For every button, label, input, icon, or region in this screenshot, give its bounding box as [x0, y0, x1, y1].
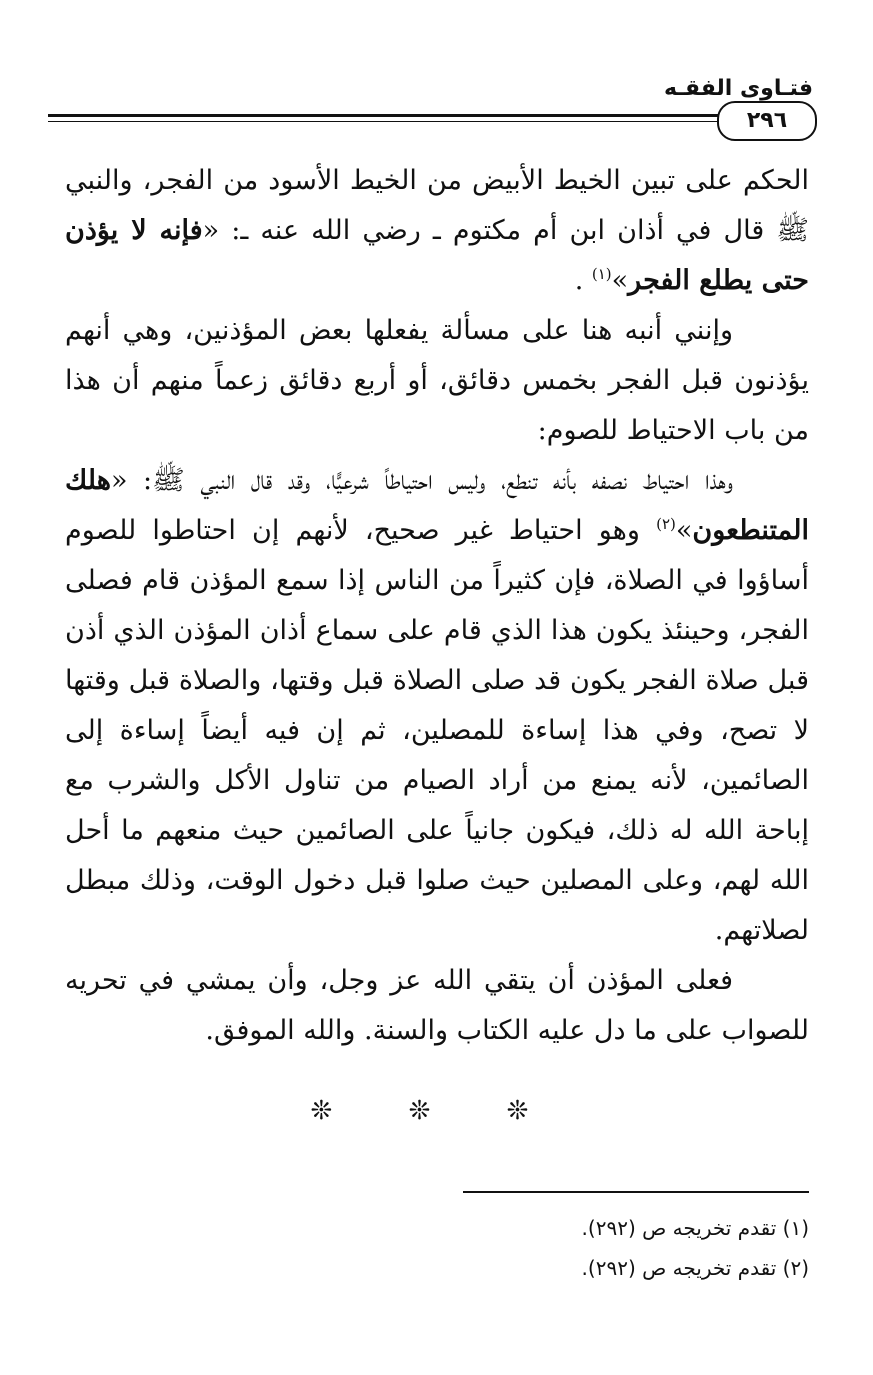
- footnotes: [109, 1208, 809, 1288]
- footnote-ref-1: (١): [591, 265, 612, 283]
- footnote-ref-2: (٢): [656, 515, 676, 533]
- hadith-quote-1: فإنه لا يؤذن حتى يطلع الفجر: [65, 215, 809, 296]
- running-title: فتـاوى الفقـه: [664, 76, 813, 101]
- footnote-1: (١) تقدم تخريجه ص (٢٩٢).: [581, 1216, 809, 1240]
- paragraph-3-text-c: وهو احتياط غير صحيح، لأنهم إن احتاطوا للصوم أساؤوا في الصلاة، فإن كثيراً من الناس إذا سمع المؤذن قام فصلى الفجر، وحينئذ يكون هذا الذي قام على سماع أذان المؤذن الذي أذن قبل صلاة الفجر يكون قد صلى الصلاة قبل وقتها، والصلاة قبل وقتها لا تصح، وفي هذا إساءة للمصلين، ثم إن فيه أيضاً إساءة إلى الصائمين، لأنه يمنع من أراد الصيام من تناول الأكل والشرب مع إباحة الله له ذلك، فيكون جانياً على الصائمين حيث منعهم ما أحل الله لهم، وعلى المصلين حيث صلوا قبل دخول الوقت، وذلك مبطل لصلاتهم.: [65, 515, 809, 946]
- paragraph-2: وإنني أنبه هنا على مسألة يفعلها بعض المؤذنين، وهي أنهم يؤذنون قبل الفجر بخمس دقائق، أو أربع دقائق زعماً منهم أن هذا من باب الاحتياط للصوم:: [65, 315, 809, 446]
- header-rule-thin: [48, 121, 754, 122]
- paragraph-3-text-a: وهذا احتياط نصفه بأنه تنطع، وليس احتياطاً شرعيًّا، وقد قال النبي ﷺ: «: [110, 465, 733, 496]
- section-separator: ❊ ❊ ❊: [310, 1096, 563, 1126]
- header-rule-thick: [48, 114, 754, 117]
- paragraph-1-text-c: .: [574, 265, 592, 296]
- paragraph-4: فعلى المؤذن أن يتقي الله عز وجل، وأن يمشي في تحريه للصواب على ما دل عليه الكتاب والسنة. والله الموفق.: [65, 965, 809, 1046]
- paragraph-1-text-b: »: [611, 265, 629, 296]
- hadith-quote-2: هلك المتنطعون: [65, 465, 809, 546]
- page-number: ٢٩٦: [717, 101, 817, 141]
- paragraph-3-text-b: »: [675, 515, 693, 546]
- paragraph-3: [65, 456, 809, 956]
- paragraph-1: [65, 156, 809, 306]
- paragraph-1-text-a: الحكم على تبين الخيط الأبيض من الخيط الأسود من الفجر، والنبي ﷺ قال في أذان ابن أم مكتوم ـ رضي الله عنه ـ: «: [65, 165, 809, 246]
- body-text: [65, 156, 809, 1056]
- footnote-2: (٢) تقدم تخريجه ص (٢٩٢).: [581, 1256, 809, 1280]
- footnote-rule: [463, 1191, 809, 1193]
